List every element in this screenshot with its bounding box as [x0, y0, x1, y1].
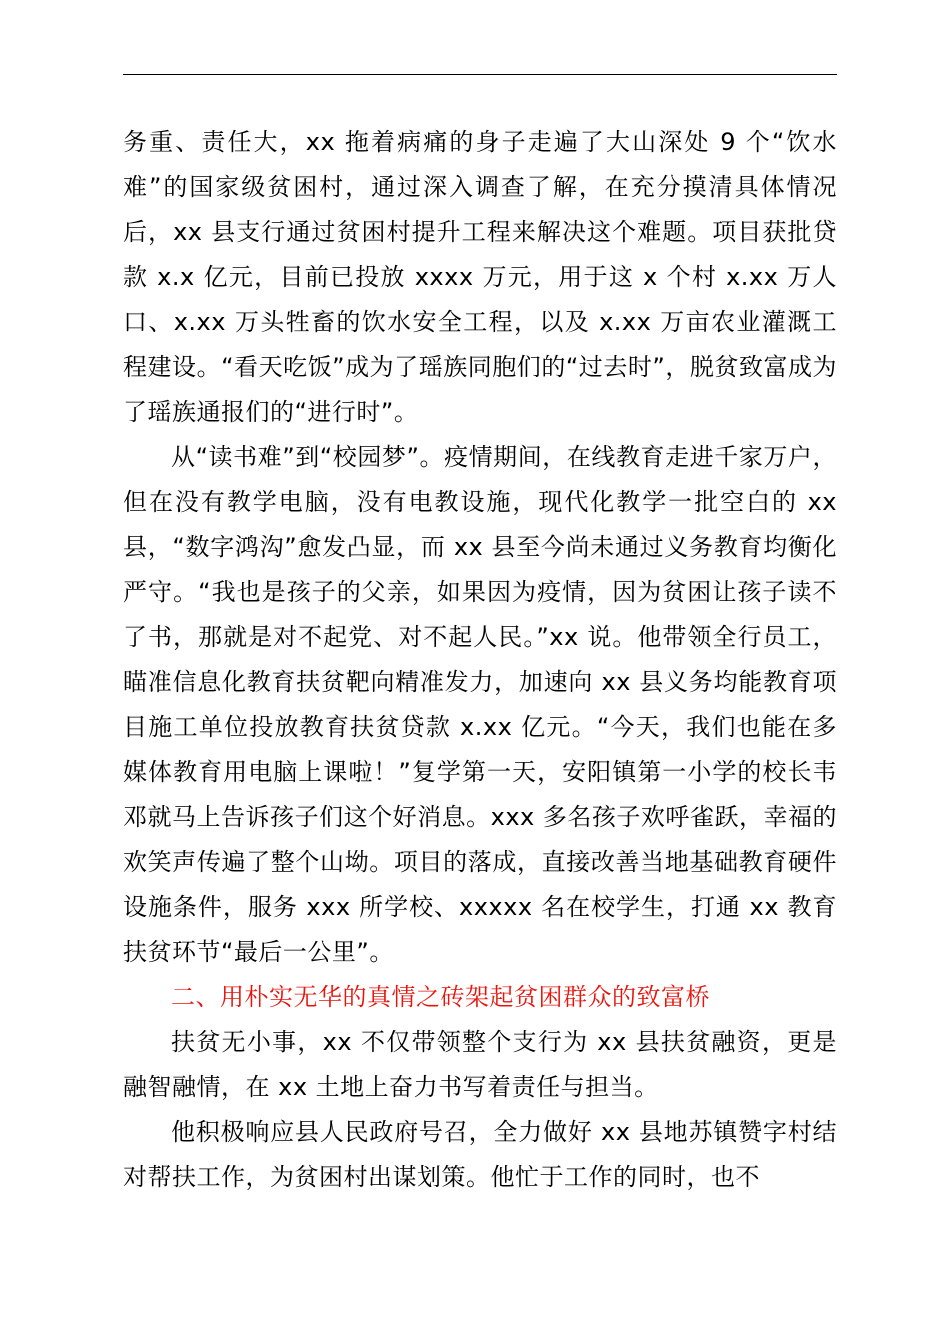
paragraph-pairing-assistance: 他积极响应县人民政府号召，全力做好 xx 县地苏镇赞字村结对帮扶工作，为贫困村出谋划策。他忙于工作的同时，也不: [123, 1118, 837, 1191]
section-heading: 二、用朴实无华的真情之砖架起贫困群众的致富桥: [171, 983, 710, 1011]
paragraph-education: 从“读书难”到“校园梦”。疫情期间，在线教育走进千家万户，但在没有教学电脑，没有电教设施，现代化教学一批空白的 xx 县，“数字鸿沟”愈发凸显，而 xx 县至今尚未通过义务教育均衡化严守。“我也是孩子的父亲，如果因为疫情，因为贫困让孩子读不了书，那就是对不起党、对不起人民。”xx 说。他带领全行员工，瞄准信息化教育扶贫靶向精准发力，加速向 xx 县义务均能教育项目施工单位投放教育扶贫贷款 x.xx 亿元。“今天，我们也能在多媒体教育用电脑上课啦！”复学第一天，安阳镇第一小学的校长韦邓就马上告诉孩子们这个好消息。xxx 多名孩子欢呼雀跃，幸福的欢笑声传遍了整个山坳。项目的落成，直接改善当地基础教育硬件设施条件，服务 xxx 所学校、xxxxx 名在校学生，打通 xx 教育扶贫环节“最后一公里”。: [123, 443, 837, 966]
paragraph-continued: 务重、责任大，xx 拖着病痛的身子走遍了大山深处 9 个“饮水难”的国家级贫困村，通过深入调查了解，在充分摸清具体情况后，xx 县支行通过贫困村提升工程来解决这个难题。项目获批贷款 x.x 亿元，目前已投放 xxxx 万元，用于这 x 个村 x.xx 万人口、x.xx 万头牲畜的饮水安全工程，以及 x.xx 万亩农业灌溉工程建设。“看天吃饭”成为了瑶族同胞们的“过去时”，脱贫致富成为了瑶族通报们的“进行时”。: [123, 128, 837, 426]
document-body: [123, 120, 837, 1200]
paragraph-no-small-matter: 扶贫无小事，xx 不仅带领整个支行为 xx 县扶贫融资，更是融智融情，在 xx 土地上奋力书写着责任与担当。: [123, 1028, 837, 1101]
header-rule: [123, 74, 837, 75]
